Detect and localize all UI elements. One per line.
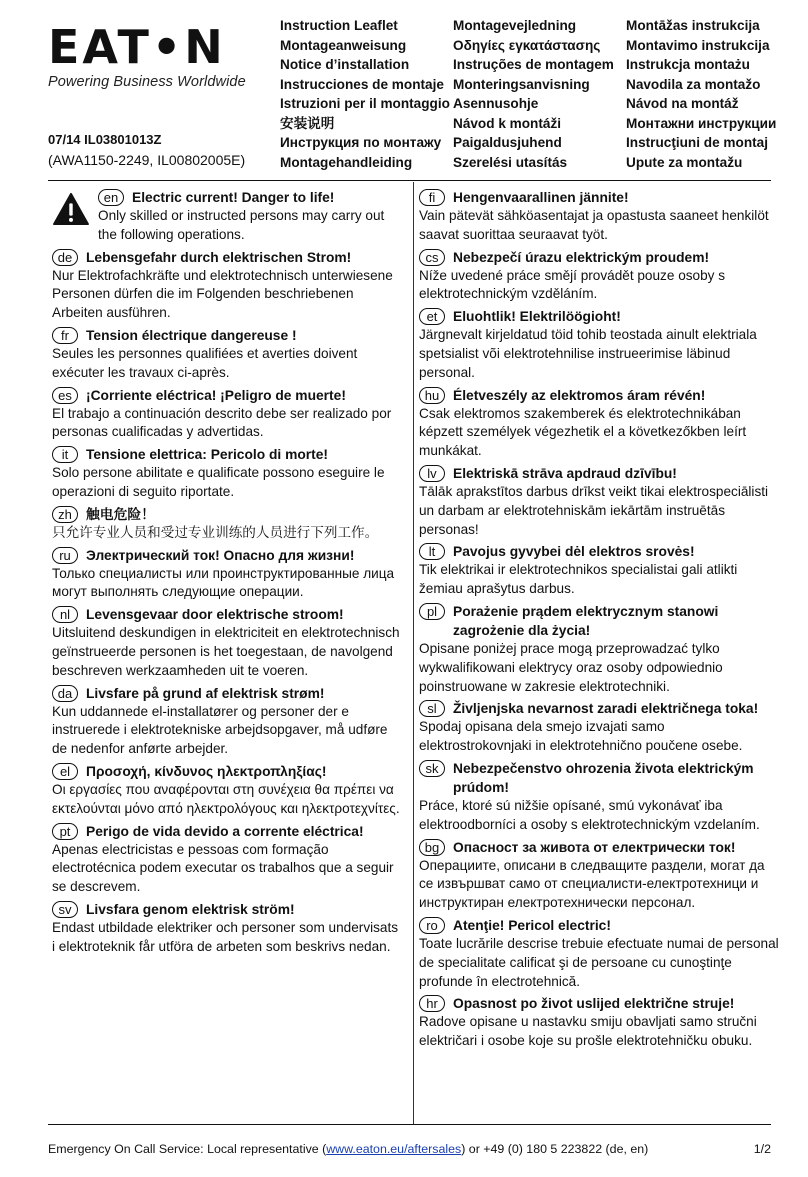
section-heading <box>419 838 779 857</box>
section-body: Apenas electricistas e pessoas com formação electrotécnica podem executar os trabalhos que a seguir se descrevem. <box>52 841 394 895</box>
language-badge: hr <box>419 995 445 1012</box>
title-line: Montageanweisung <box>280 37 407 53</box>
aftersales-link[interactable]: www.eaton.eu/aftersales <box>326 1142 462 1156</box>
section-title: Porażenie prądem elektrycznym stanowi zagrożenie dla życia! <box>453 603 719 638</box>
section-heading <box>419 602 779 640</box>
section-body: Práce, ktoré sú nižšie opísané, smú vykonávať iba elektroodborníci a osoby s elektrotechnickým vzdelaním. <box>419 797 760 832</box>
section-title: Életveszély az elektromos áram révén! <box>453 387 706 403</box>
language-badge: ro <box>419 917 445 934</box>
warning-section-sv <box>52 900 402 957</box>
language-badge: sk <box>419 760 445 777</box>
section-title: Eluohtlik! Elektrilöögioht! <box>453 309 621 325</box>
title-line: Монтажни инструкции <box>626 115 777 131</box>
header <box>0 0 808 180</box>
language-badge: cs <box>419 249 445 266</box>
eaton-logo <box>48 22 246 90</box>
footer-suffix: ) or +49 (0) 180 5 223822 (de, en) <box>461 1142 649 1156</box>
warning-section-hu <box>419 386 779 461</box>
section-title: Nebezpečí úrazu elektrickým proudem! <box>453 249 710 265</box>
section-body: Only skilled or instructed persons may carry out the following operations. <box>98 208 385 242</box>
header-rule <box>48 180 771 181</box>
section-body: Tālāk aprakstītos darbus drīkst veikt tikai elektrospeciālisti un darbam ar elektrotehniskām iekārtām instruētās personas! <box>419 483 769 537</box>
section-body: Spodaj opisana dela smejo izvajati samo elektrostrokovnjaki in elektrotehnično poučene osebe. <box>419 719 743 754</box>
section-body: Seules les personnes qualifiées et averties doivent exécuter les travaux ci-après. <box>52 345 358 380</box>
title-line: Szerelési utasítás <box>453 154 568 170</box>
logo-wordmark: EAT•N <box>48 20 226 74</box>
warning-triangle-icon <box>52 192 90 226</box>
section-body: Οι εργασίες που αναφέρονται στη συνέχεια θα πρέπει να εκτελούνται μόνο από ηλεκτρολόγους και ηλεκτροτεχνίτες. <box>52 781 400 816</box>
title-line: Asennusohje <box>453 96 539 111</box>
warning-section-sk <box>419 759 779 835</box>
section-heading <box>52 248 402 267</box>
language-badge: bg <box>419 839 445 856</box>
section-title: Perigo de vida devido a corrente eléctrica! <box>86 823 364 839</box>
section-heading <box>419 994 779 1013</box>
title-line: Οδηγίες εγκατάστασης <box>453 37 601 53</box>
warning-section-pt <box>52 822 402 897</box>
section-heading <box>52 684 402 703</box>
section-heading <box>419 248 779 267</box>
language-badge: hu <box>419 387 445 404</box>
section-title: Elektriskā strāva apdraud dzīvību! <box>453 465 677 481</box>
title-line: Paigaldusjuhend <box>453 135 562 150</box>
warning-section-bg <box>419 838 779 913</box>
language-badge: sl <box>419 700 445 717</box>
section-title: Nebezpečenstvo ohrozenia života elektrickým prúdom! <box>453 760 754 795</box>
warning-section-ru <box>52 546 402 603</box>
title-line: Инструкция по монтажу <box>280 135 442 150</box>
title-line: Montavimo instrukcija <box>626 37 770 53</box>
section-body: Toate lucrările descrise trebuie efectuate numai de personal de specialitate calificat şi de persoane cu cunoştinţe profunde în electrotehnică. <box>419 935 779 989</box>
language-badge: it <box>52 446 78 463</box>
section-heading <box>52 505 402 524</box>
warning-section-de <box>52 248 402 323</box>
language-badge: fr <box>52 327 78 344</box>
section-heading <box>52 386 402 405</box>
right-column <box>419 188 779 1054</box>
section-heading <box>419 759 779 797</box>
left-column <box>52 188 402 960</box>
title-column-1 <box>280 16 450 172</box>
footer <box>48 1142 771 1156</box>
section-title: Livsfara genom elektrisk ström! <box>86 901 295 917</box>
section-body: 只允许专业人员和受过专业训练的人员进行下列工作。 <box>52 524 379 540</box>
title-line: Instruction Leaflet <box>280 18 398 33</box>
section-body: Radove opisane u nastavku smiju obavljati samo stručni električari i osobe koje su prošle elektrotehničku obuku. <box>419 1014 757 1049</box>
title-line: Návod k montáži <box>453 115 562 131</box>
title-line: Montagehandleiding <box>280 154 413 170</box>
section-body: Uitsluitend deskundigen in elektriciteit en elektrotechnisch geïnstrueerde personen is het toegestaan, de navolgend beschreven werkzaamheden uit te voeren. <box>52 625 400 678</box>
title-column-3 <box>626 16 776 172</box>
title-line: Instrukcja montażu <box>626 57 750 72</box>
warning-section-pl <box>419 602 779 696</box>
section-title: Προσοχή, κίνδυνος ηλεκτροπληξίας! <box>86 763 327 779</box>
section-body: Nur Elektrofachkräfte und elektrotechnisch unterwiesene Personen dürfen die im Folgenden beschriebenen Arbeiten ausführen. <box>52 267 393 321</box>
emergency-service-text <box>48 1142 648 1156</box>
section-heading <box>419 699 779 718</box>
section-title: ¡Corriente eléctrica! ¡Peligro de muerte! <box>86 387 346 403</box>
title-line: Navodila za montažo <box>626 76 761 92</box>
section-body: Tik elektrikai ir elektrotechnikos specialistai gali atlikti žemiau aprašytus darbus. <box>419 562 738 597</box>
title-line: Návod na montáž <box>626 96 739 111</box>
document-reference: (AWA1150-2249, IL00802005E) <box>48 152 246 168</box>
section-title: Опасност за живота от електрически ток! <box>453 839 736 855</box>
language-badge: ru <box>52 547 78 564</box>
section-heading <box>98 188 402 207</box>
section-title: Lebensgefahr durch elektrischen Strom! <box>86 249 352 265</box>
language-badge: pt <box>52 823 78 840</box>
footer-rule <box>48 1124 771 1125</box>
section-body: Kun uddannede el-installatører og personer der e instruerede i elektrotekniske arbejdsopgaver, må udføre de nedenfor anførte arbejder. <box>52 703 388 757</box>
warning-section-fr <box>52 326 402 383</box>
warning-section-el <box>52 762 402 819</box>
language-badge: lt <box>419 543 445 560</box>
section-heading <box>419 386 779 405</box>
section-body: Операциите, описани в следващите раздели, могат да се извършват само от специалисти-електротехници и инструктиран електротехнически персонал. <box>419 857 765 911</box>
section-body: Только специалисты или проинструктированные лица могут выполнять следующие операции. <box>52 565 395 600</box>
section-title: Hengenvaarallinen jännite! <box>453 190 629 205</box>
logo-tagline: Powering Business Worldwide <box>48 74 246 90</box>
language-badge: el <box>52 763 78 780</box>
section-heading <box>52 822 402 841</box>
title-column-2 <box>453 16 614 172</box>
warning-section-sl <box>419 699 779 756</box>
document-id: 07/14 IL03801013Z <box>48 132 162 147</box>
section-body: Csak elektromos szakemberek és elektrotechnikában képzett személyek végezhetik el a következőkben leírt munkákat. <box>419 405 747 459</box>
section-heading <box>52 762 402 781</box>
language-badge: lv <box>419 465 445 482</box>
section-title: Электрический ток! Опасно для жизни! <box>86 547 355 563</box>
warning-section-lt <box>419 542 779 599</box>
section-body: Níže uvedené práce smějí provádět pouze osoby s elektrotechnickým vzděláním. <box>419 267 726 302</box>
warning-section-it <box>52 445 402 502</box>
title-line: Istruzioni per il montaggio <box>280 96 450 111</box>
warning-section-cs <box>419 248 779 305</box>
section-heading <box>419 307 779 326</box>
section-title: Opasnost po život uslijed električne struje! <box>453 996 735 1012</box>
language-badge: nl <box>52 606 78 623</box>
language-badge: en <box>98 189 124 206</box>
section-title: 触电危险！ <box>86 506 155 522</box>
section-body: Endast utbildade elektriker och personer som undervisats i elektroteknik får utföra de arbeten som beskrivs nedan. <box>52 919 399 954</box>
page-number: 1/2 <box>753 1142 771 1156</box>
section-heading <box>52 445 402 464</box>
language-badge: de <box>52 249 78 266</box>
section-title: Levensgevaar door elektrische stroom! <box>86 607 344 623</box>
section-heading <box>419 188 779 207</box>
title-line: Notice d’installation <box>280 57 410 72</box>
title-line: Monteringsanvisning <box>453 76 590 92</box>
section-heading <box>52 605 402 624</box>
section-heading <box>419 916 779 935</box>
language-badge: sv <box>52 901 78 918</box>
warning-section-hr <box>419 994 779 1051</box>
section-title: Tension électrique dangereuse ! <box>86 327 297 343</box>
warning-section-et <box>419 307 779 382</box>
section-heading <box>52 546 402 565</box>
title-line: Upute za montažu <box>626 154 743 170</box>
section-body: Opisane poniżej prace mogą przeprowadzać tylko wykwalifikowani elektrycy oraz osoby odpowiednio poinstruowane w zakresie elektrotechniki. <box>419 640 723 694</box>
warning-section-nl <box>52 605 402 680</box>
title-line: Montāžas instrukcija <box>626 18 760 33</box>
section-heading <box>419 542 779 561</box>
warning-section-es <box>52 386 402 443</box>
language-badge: fi <box>419 189 445 206</box>
section-title: Electric current! Danger to life! <box>132 190 335 205</box>
section-title: Atenţie! Pericol electric! <box>453 917 611 933</box>
language-badge: pl <box>419 603 445 620</box>
language-badge: et <box>419 308 445 325</box>
section-heading <box>52 900 402 919</box>
section-body: Vain pätevät sähköasentajat ja opastusta saaneet henkilöt saavat suorittaa seuraavat työt. <box>419 208 769 242</box>
footer-prefix: Emergency On Call Service: Local representative ( <box>48 1142 327 1156</box>
section-title: Življenjska nevarnost zaradi električnega toka! <box>453 701 759 717</box>
warning-section-en <box>52 188 402 245</box>
section-body: Järgnevalt kirjeldatud töid tohib teostada ainult elektriala spetsialist või elektrotehnilise instrueerimise läbinud personal. <box>419 327 757 380</box>
title-line: Instrucciones de montaje <box>280 76 444 92</box>
section-heading <box>52 326 402 345</box>
section-heading <box>419 464 779 483</box>
title-line: Instruções de montagem <box>453 57 614 72</box>
warning-section-ro <box>419 916 779 991</box>
title-line: 安装说明 <box>280 115 335 131</box>
section-title: Pavojus gyvybei dėl elektros srovės! <box>453 544 695 560</box>
warning-section-zh <box>52 505 402 543</box>
title-line: Instrucţiuni de montaj <box>626 135 768 150</box>
section-body: Solo persone abilitate e qualificate possono eseguire le operazioni di seguito riportate. <box>52 465 385 499</box>
section-title: Tensione elettrica: Pericolo di morte! <box>86 447 329 463</box>
section-body: El trabajo a continuación descrito debe ser realizado por personas cualificadas y advertidas. <box>52 405 392 440</box>
title-line: Montagevejledning <box>453 18 577 33</box>
section-title: Livsfare på grund af elektrisk strøm! <box>86 685 325 701</box>
warning-section-fi <box>419 188 779 245</box>
language-badge: es <box>52 387 78 404</box>
warning-section-da <box>52 684 402 759</box>
language-badge: zh <box>52 506 78 523</box>
language-badge: da <box>52 685 78 702</box>
warning-section-lv <box>419 464 779 539</box>
column-divider <box>413 182 414 1124</box>
